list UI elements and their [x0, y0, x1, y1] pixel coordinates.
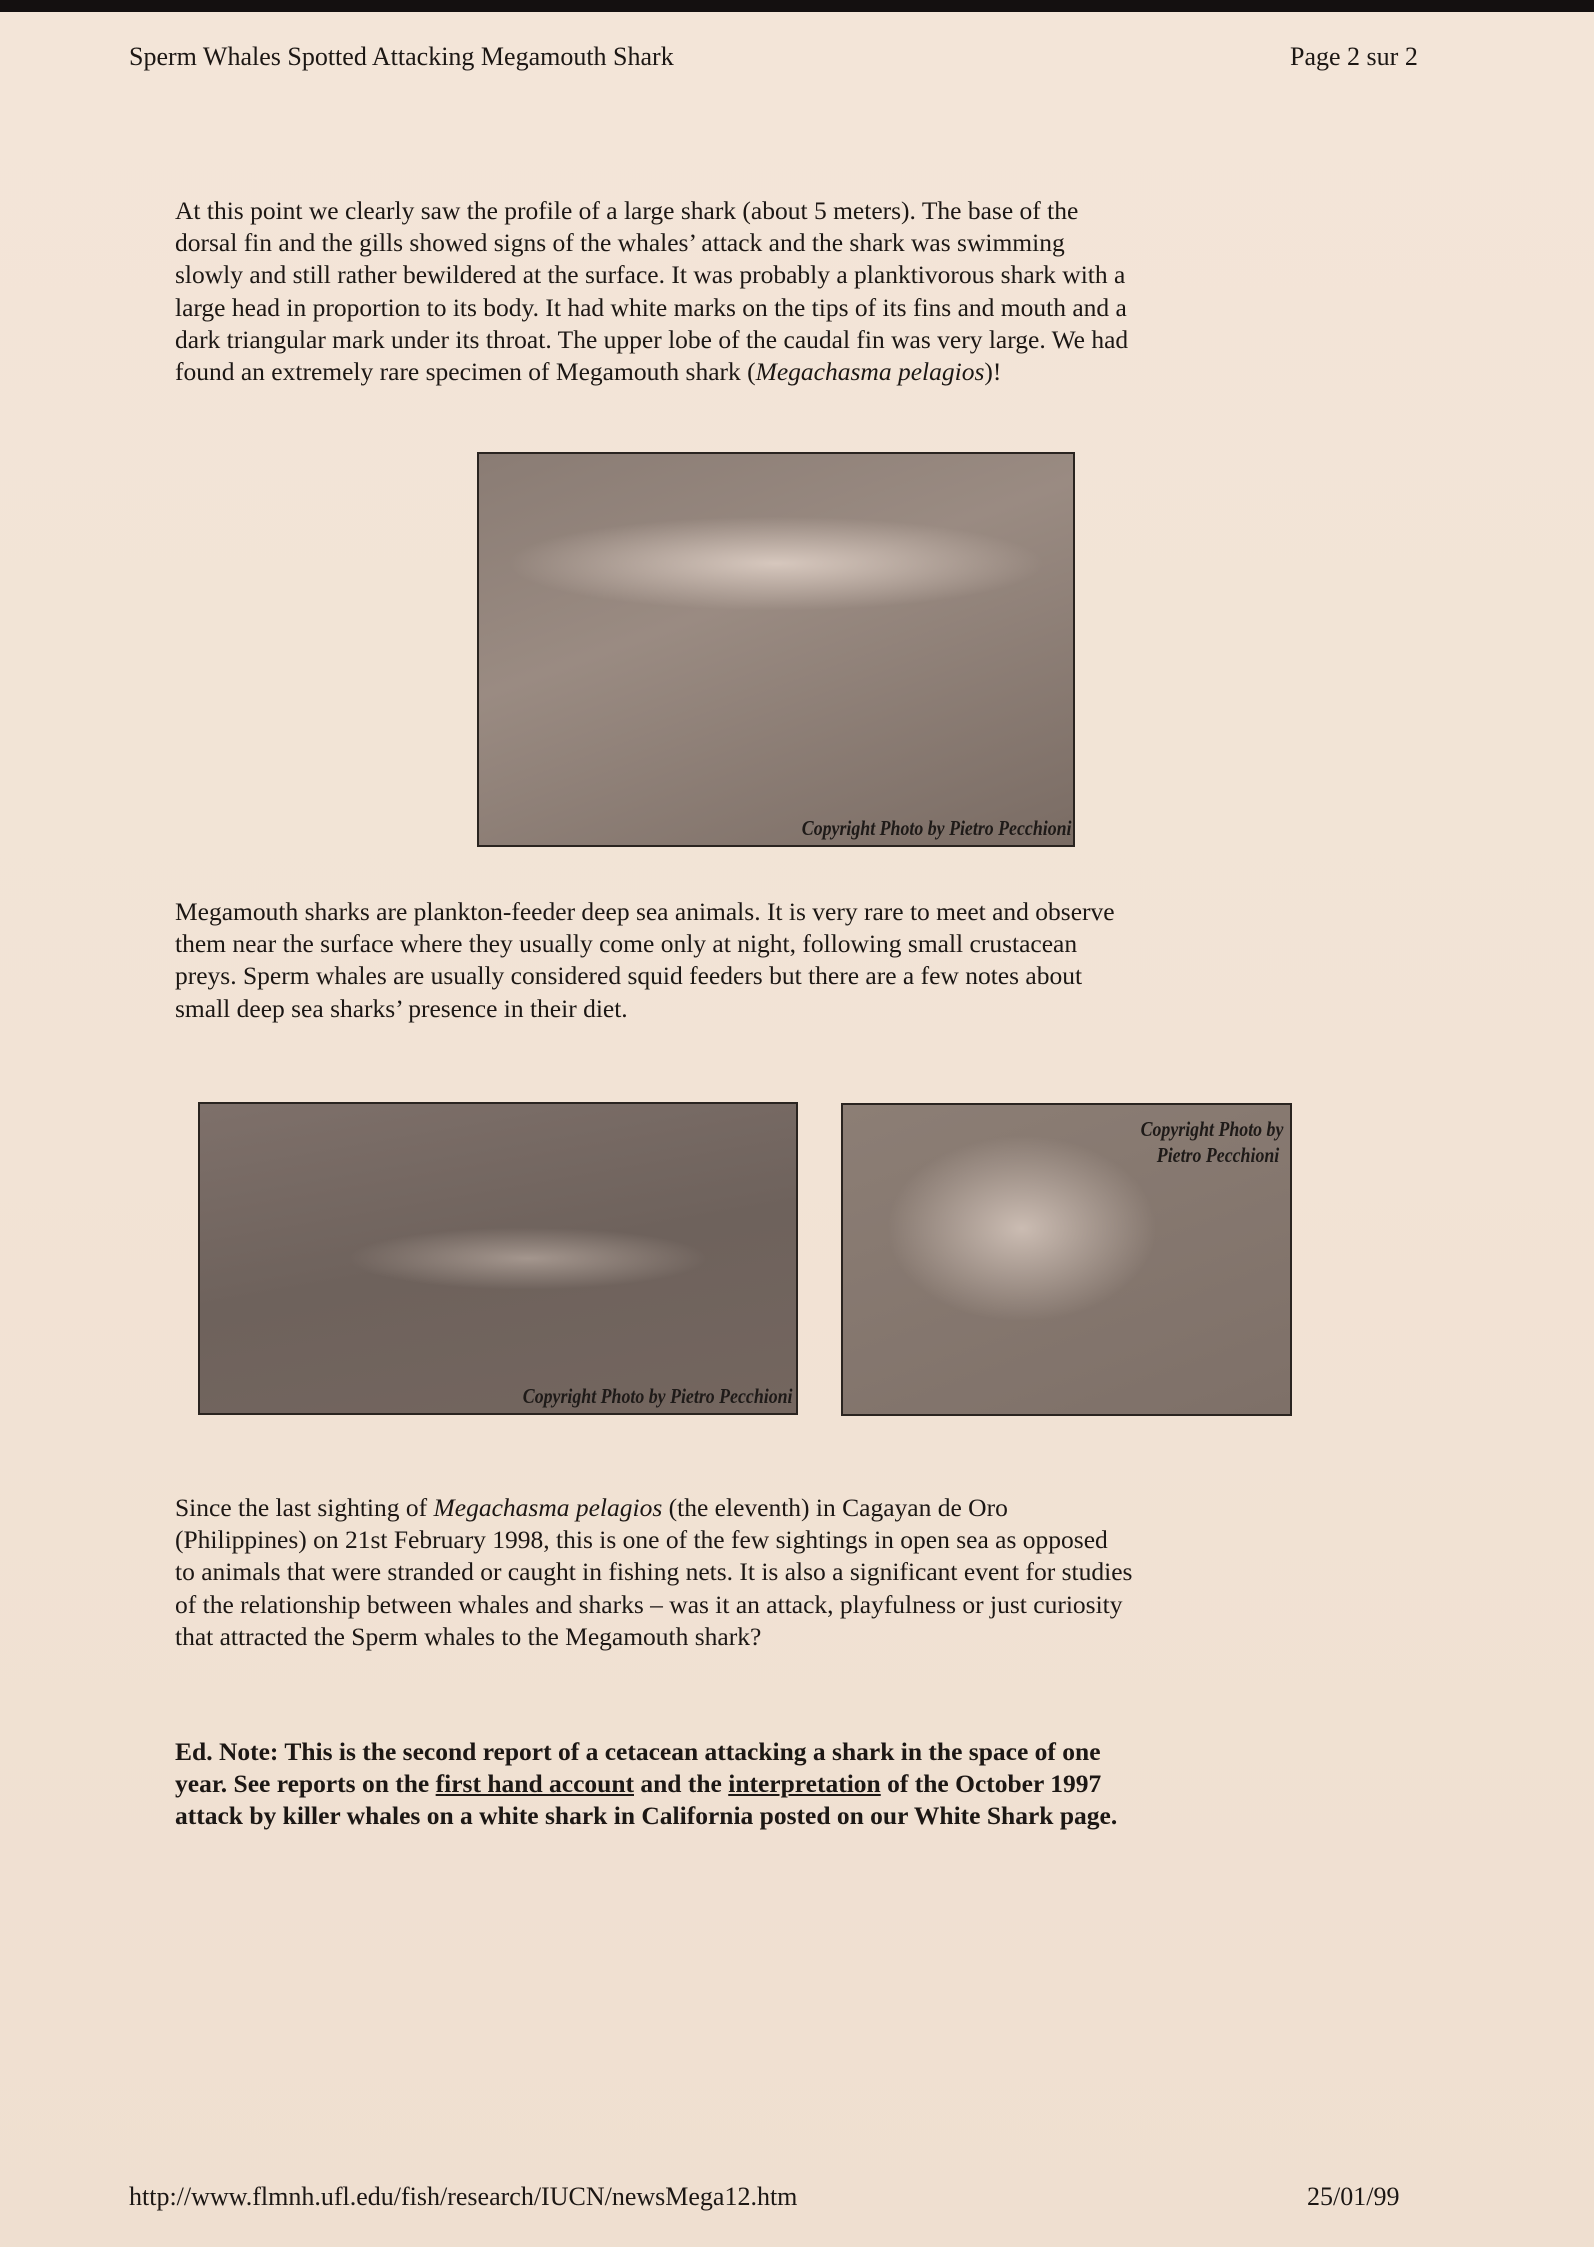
- text-segment: dark triangular mark under its throat. The upper lobe of the caudal fin was very large. We had: [175, 324, 1129, 354]
- photo-shark-surface: [477, 452, 1075, 847]
- text-segment: found an extremely rare specimen of Megamouth shark (: [175, 357, 756, 387]
- text-line: [175, 1524, 1132, 1556]
- text-segment: to animals that were stranded or caught in fishing nets. It is also a significant event for studies: [175, 1557, 1133, 1587]
- text-segment: preys. Sperm whales are usually considered squid feeders but there are a few notes about: [175, 961, 1083, 991]
- text-line: [175, 356, 1128, 388]
- italic-species-name: Megachasma pelagios: [755, 357, 985, 387]
- text-line: [175, 928, 1115, 960]
- text-segment: of the October 1997: [880, 1769, 1102, 1799]
- photo-caption: Copyright Photo by Pietro Pecchioni: [522, 1384, 793, 1408]
- text-segment: Since the last sighting of: [175, 1493, 434, 1522]
- text-segment: large head in proportion to its body. It had white marks on the tips of its fins and mouth and a: [175, 292, 1127, 322]
- link-interpretation[interactable]: interpretation: [728, 1769, 881, 1799]
- photo-caption: Copyright Photo by Pietro Pecchioni: [801, 816, 1072, 840]
- text-line: [175, 993, 1115, 1025]
- text-line: [175, 292, 1128, 324]
- photo-caption: Pietro Pecchioni: [1156, 1143, 1280, 1167]
- page-number: Page 2 sur 2: [1290, 42, 1418, 71]
- text-segment: Megamouth sharks are plankton-feeder deep sea animals. It is very rare to meet and observe: [175, 897, 1115, 926]
- text-segment: attack by killer whales on a white shark in California posted on our White Shark page.: [175, 1801, 1118, 1831]
- text-line: [175, 259, 1128, 291]
- text-line: [175, 324, 1128, 356]
- text-line: [175, 1492, 1132, 1524]
- text-segment: dorsal fin and the gills showed signs of the whales’ attack and the shark was swimming: [175, 228, 1065, 258]
- paragraph-shark-profile: [175, 195, 1128, 388]
- text-segment: year. See reports on the: [175, 1769, 436, 1799]
- text-line: [175, 1621, 1132, 1653]
- link-first-hand-account[interactable]: first hand account: [435, 1769, 634, 1799]
- text-line: [175, 1800, 1117, 1832]
- italic-species-name: Megachasma pelagios: [433, 1493, 663, 1522]
- text-segment: small deep sea sharks’ presence in their diet.: [175, 993, 628, 1023]
- text-segment: At this point we clearly saw the profile of a large shark (about 5 meters). The base of the: [175, 196, 1079, 225]
- scan-top-border: [0, 0, 1594, 12]
- photo-caption: Copyright Photo by: [1140, 1117, 1284, 1141]
- text-line: [175, 1768, 1117, 1800]
- text-segment: Ed. Note: This is the second report of a cetacean attacking a shark in the space of one: [175, 1737, 1101, 1766]
- text-segment: and the: [634, 1769, 729, 1799]
- text-segment: them near the surface where they usually come only at night, following small crustacean: [175, 929, 1078, 959]
- text-line: [175, 1736, 1117, 1768]
- text-segment: slowly and still rather bewildered at the surface. It was probably a planktivorous shark with a: [175, 260, 1126, 290]
- text-line: [175, 227, 1128, 259]
- text-segment: (the eleventh) in Cagayan de Oro: [662, 1493, 1008, 1522]
- footer-url: http://www.flmnh.ufl.edu/fish/research/IUCN/newsMega12.htm: [129, 2182, 798, 2211]
- text-segment: of the relationship between whales and sharks – was it an attack, playfulness or just curiosity: [175, 1589, 1123, 1619]
- paragraph-megamouth-info: [175, 896, 1115, 1025]
- editor-note: [175, 1736, 1117, 1833]
- photo-shark-closeup: [841, 1103, 1292, 1416]
- paragraph-sighting-context: [175, 1492, 1132, 1653]
- text-line: [175, 1556, 1132, 1588]
- photo-whales-attack: [198, 1102, 798, 1415]
- text-line: [175, 1589, 1132, 1621]
- header-title: Sperm Whales Spotted Attacking Megamouth Shark: [129, 42, 674, 71]
- text-segment: )!: [984, 357, 1002, 387]
- text-segment: that attracted the Sperm whales to the Megamouth shark?: [175, 1621, 762, 1651]
- text-segment: (Philippines) on 21st February 1998, this is one of the few sightings in open sea as opposed: [175, 1525, 1108, 1555]
- text-line: [175, 896, 1115, 928]
- text-line: [175, 960, 1115, 992]
- footer-date: 25/01/99: [1307, 2182, 1400, 2211]
- text-line: [175, 195, 1128, 227]
